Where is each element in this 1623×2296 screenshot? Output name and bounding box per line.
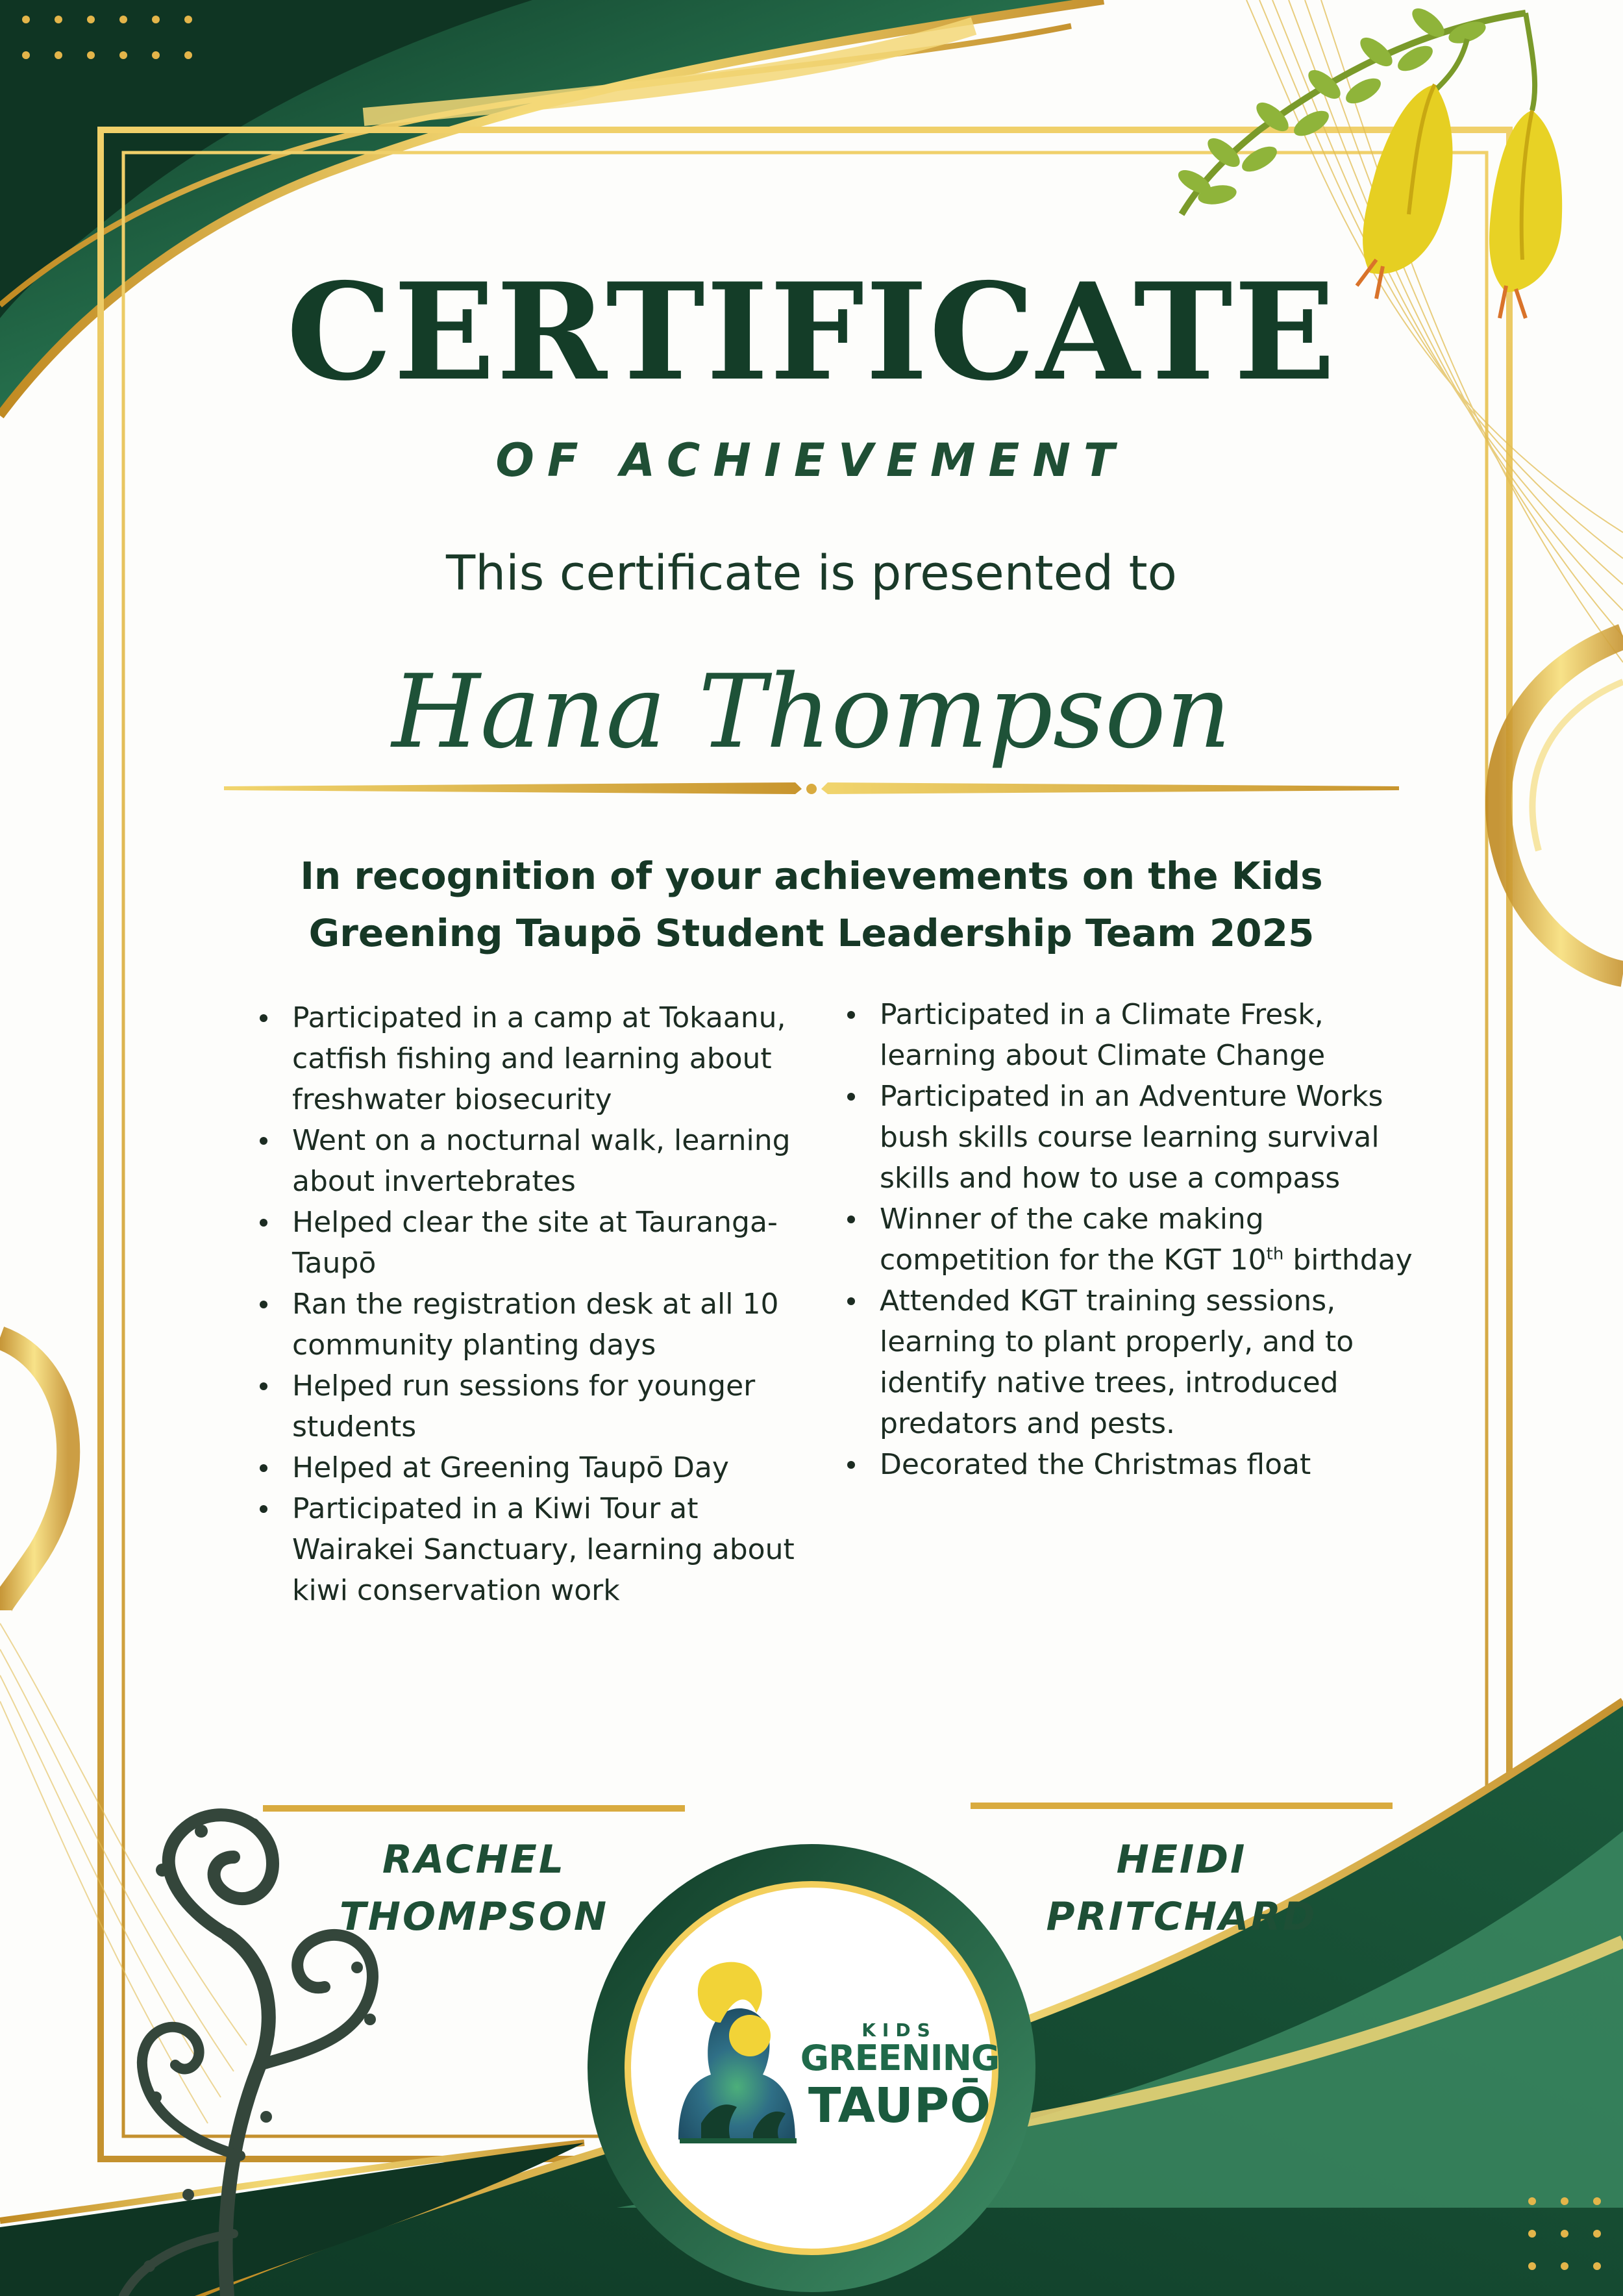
list-item: Participated in a Climate Fresk, learning about Climate Change [845,994,1416,1076]
certificate-title: CERTIFICATE [286,255,1337,410]
list-item: Went on a nocturnal walk, learning about invertebrates [257,1120,828,1202]
list-item: Attended KGT training sessions, learning to plant properly, and to identify native trees, introduced predators and pests. [845,1280,1416,1444]
recognition-line-2: Greening Taupō Student Leadership Team 2025 [308,911,1315,955]
signature-line-right [971,1803,1393,1809]
logo-greening-text: GREENING [800,2038,1000,2078]
list-item: Participated in a Kiwi Tour at Wairakei Sanctuary, learning about kiwi conservation work [257,1488,828,1611]
logo-taupo-text: TAUPŌ [808,2078,991,2134]
name-underline [224,776,1399,802]
ordinal-suffix: th [1266,1244,1284,1264]
list-item-text: birthday [1283,1243,1413,1277]
list-item: Decorated the Christmas float [845,1444,1416,1485]
recipient-name: Hana Thompson [391,653,1232,771]
signatory-left-name: RACHEL THOMPSON [339,1837,609,1940]
signature-line-left [263,1805,685,1812]
list-item: Helped clear the site at Tauranga-Taupō [257,1202,828,1284]
achievements-right-list [845,994,1416,1485]
list-item: Participated in an Adventure Works bush skills course learning survival skills and how to use a compass [845,1076,1416,1199]
list-item: Participated in a camp at Tokaanu, catfish fishing and learning about freshwater biosecurity [257,997,828,1120]
list-item [845,1199,1416,1280]
achievements-left-list [257,997,828,1611]
recognition-statement [169,847,1454,962]
recognition-line-1: In recognition of your achievements on the Kids [300,854,1323,898]
signatory-right-name: HEIDI PRITCHARD [1046,1837,1317,1940]
list-item: Ran the registration desk at all 10 community planting days [257,1284,828,1366]
presented-to-text: This certificate is presented to [446,545,1177,601]
list-item: Helped at Greening Taupō Day [257,1447,828,1488]
list-item: Helped run sessions for younger students [257,1366,828,1447]
list-item-text: Winner of the cake making competition for the KGT 10 [880,1203,1267,1277]
logo-kids-text: KIDS [861,2019,937,2041]
certificate-subtitle: OF ACHIEVEMENT [495,434,1128,487]
